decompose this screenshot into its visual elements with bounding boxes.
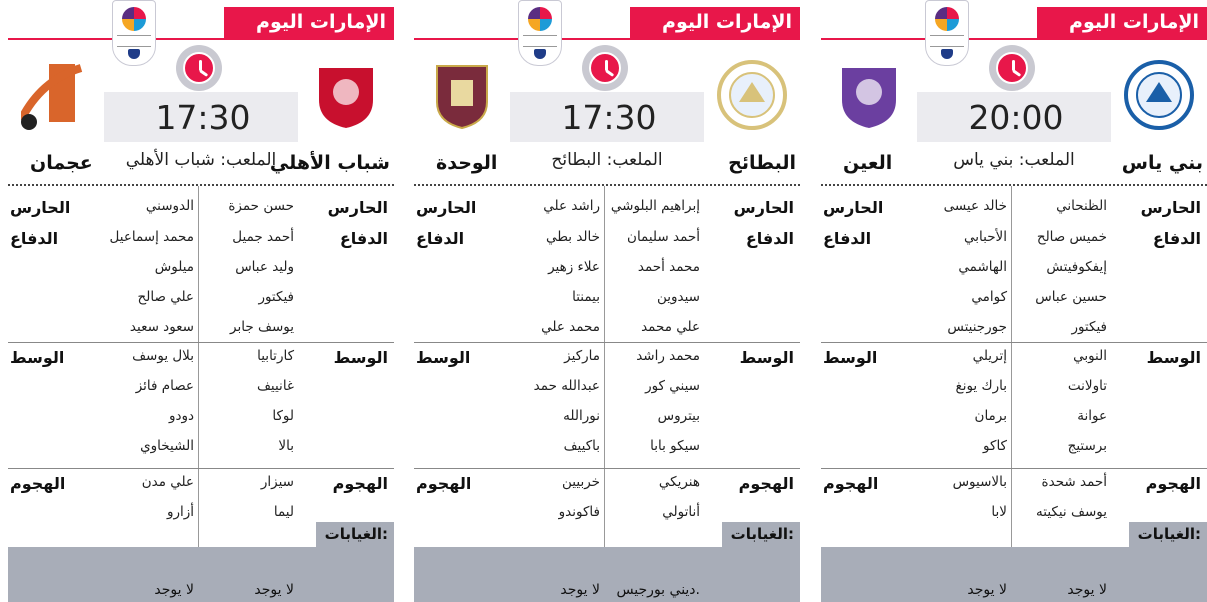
section-divider (8, 342, 394, 343)
absences-label: الغيابات: (1129, 522, 1207, 547)
player-name: الهاشمي (958, 259, 1007, 275)
brand-header: الإمارات اليوم (224, 7, 394, 38)
away-fwd-list (108, 467, 194, 527)
player-name: برستيج (1067, 438, 1107, 454)
section-label-fwd-away: الهجوم (823, 474, 879, 493)
away-absences: لا يوجد (154, 582, 194, 598)
away-def-list (921, 222, 1007, 342)
player-name: دودو (168, 408, 194, 424)
column-divider (1011, 186, 1012, 602)
player-name: ماركيز (564, 348, 600, 364)
player-name: نورالله (563, 408, 600, 424)
player-name: خربيين (562, 474, 600, 490)
section-divider (414, 342, 800, 343)
absences-box (414, 547, 800, 602)
league-logo-icon (112, 0, 156, 66)
league-logo-icon (925, 0, 969, 66)
home-gk-list (1017, 191, 1107, 221)
player-name: عصام فائز (135, 378, 194, 394)
player-name: أحمد سليمان (627, 229, 700, 245)
absences-label: الغيابات: (722, 522, 800, 547)
section-label-gk-home: الحارس (327, 198, 388, 217)
section-label-mid-away: الوسط (416, 348, 471, 367)
section-label-def-away: الدفاع (416, 229, 465, 248)
home-fwd-list (610, 467, 700, 527)
section-label-def-away: الدفاع (823, 229, 872, 248)
section-label-mid-home: الوسط (1146, 348, 1201, 367)
absences-box (8, 547, 394, 602)
player-name: أناتولي (662, 504, 700, 520)
section-label-def-home: الدفاع (339, 229, 388, 248)
player-name: محمد راشد (636, 348, 700, 364)
dotted-divider (821, 184, 1207, 186)
brand-divider (821, 38, 1207, 40)
player-name: خالد عيسى (943, 198, 1007, 214)
away-team-logo-icon (414, 50, 510, 142)
away-def-list (514, 222, 600, 342)
home-absences: ديني بورجيس. (616, 582, 700, 598)
home-fwd-list (204, 467, 294, 527)
player-name: بيتروس (657, 408, 700, 424)
player-name: محمد علي (541, 319, 600, 335)
home-team-logo-icon (704, 50, 800, 142)
home-team-name: البطائح (728, 152, 796, 174)
player-name: يوسف نيكيته (1036, 504, 1107, 520)
player-name: الشيخاوي (140, 438, 194, 454)
section-label-fwd-home: الهجوم (738, 474, 794, 493)
player-name: باكييف (563, 438, 600, 454)
player-name: لوكا (272, 408, 294, 424)
player-name: سعود سعيد (129, 319, 194, 335)
team-names-row (8, 148, 394, 182)
venue-label: الملعب: بني ياس (953, 150, 1075, 170)
away-mid-list (514, 341, 600, 461)
player-name: خالد بطي (545, 229, 600, 245)
away-fwd-list (514, 467, 600, 527)
home-team-logo-icon (1111, 50, 1207, 142)
away-team-logo-icon (8, 50, 104, 142)
venue-label: الملعب: البطائح (551, 150, 663, 170)
section-divider (8, 468, 394, 469)
player-name: سيكو بابا (650, 438, 700, 454)
home-def-list (204, 222, 294, 342)
section-divider (414, 468, 800, 469)
away-team-logo-icon (821, 50, 917, 142)
absences-box (821, 547, 1207, 602)
kickoff-time: 17:30 (155, 98, 251, 137)
home-absences: لا يوجد (254, 582, 294, 598)
player-name: تاولانت (1067, 378, 1107, 394)
away-team-name: عجمان (30, 152, 93, 174)
player-name: عبدالله حمد (533, 378, 600, 394)
section-label-mid-home: الوسط (739, 348, 794, 367)
home-absences: لا يوجد (1067, 582, 1107, 598)
match-card (821, 0, 1207, 602)
section-label-gk-home: الحارس (1140, 198, 1201, 217)
player-name: حسن حمزة (228, 198, 294, 214)
section-divider (821, 468, 1207, 469)
player-name: حسين عباس (1035, 289, 1107, 305)
player-name: الأحبابي (964, 229, 1007, 245)
player-name: لابا (991, 504, 1007, 520)
player-name: فيكتور (258, 289, 294, 305)
section-divider (821, 342, 1207, 343)
home-mid-list (204, 341, 294, 461)
home-team-name: بني ياس (1121, 152, 1203, 174)
section-label-gk-home: الحارس (733, 198, 794, 217)
column-divider (604, 186, 605, 602)
away-gk-list (108, 191, 194, 221)
clock-icon (176, 45, 222, 91)
player-name: جورجنيتس (947, 319, 1007, 335)
player-name: علي صالح (137, 289, 194, 305)
player-name: فاكوندو (558, 504, 600, 520)
player-name: علي مدن (141, 474, 194, 490)
player-name: علاء زهير (548, 259, 600, 275)
player-name: كارتابيا (257, 348, 294, 364)
match-card (414, 0, 800, 602)
clock-icon (989, 45, 1035, 91)
away-gk-list (921, 191, 1007, 221)
player-name: ميلوش (154, 259, 194, 275)
away-def-list (108, 222, 194, 342)
player-name: الظنحاني (1056, 198, 1107, 214)
section-label-gk-away: الحارس (10, 198, 71, 217)
player-name: فيكتور (1071, 319, 1107, 335)
player-name: يوسف جابر (230, 319, 294, 335)
brand-divider (414, 38, 800, 40)
player-name: علي محمد (641, 319, 700, 335)
section-label-gk-away: الحارس (823, 198, 884, 217)
section-label-gk-away: الحارس (416, 198, 477, 217)
home-def-list (1017, 222, 1107, 342)
player-name: هنريكي (658, 474, 700, 490)
clock-icon (582, 45, 628, 91)
away-fwd-list (921, 467, 1007, 527)
home-team-name: شباب الأهلي (269, 152, 390, 174)
player-name: إيفكوفيتش (1046, 259, 1107, 275)
section-label-fwd-home: الهجوم (332, 474, 388, 493)
player-name: كوامي (971, 289, 1007, 305)
player-name: خميس صالح (1036, 229, 1107, 245)
home-def-list (610, 222, 700, 342)
away-team-name: الوحدة (436, 152, 498, 174)
player-name: بلال يوسف (132, 348, 194, 364)
player-name: أحمد شحدة (1041, 474, 1107, 490)
player-name: كاكو (983, 438, 1007, 454)
section-label-mid-away: الوسط (10, 348, 65, 367)
player-name: أزارو (166, 504, 194, 520)
player-name: الدوسني (145, 198, 194, 214)
away-team-name: العين (843, 152, 893, 174)
player-name: ليما (273, 504, 294, 520)
player-name: النوبي (1073, 348, 1107, 364)
home-mid-list (610, 341, 700, 461)
player-name: راشد علي (543, 198, 600, 214)
absences-label: الغيابات: (316, 522, 394, 547)
brand-header: الإمارات اليوم (630, 7, 800, 38)
player-name: بيمنتا (572, 289, 600, 305)
section-label-fwd-away: الهجوم (10, 474, 66, 493)
section-label-mid-away: الوسط (823, 348, 878, 367)
player-name: محمد إسماعيل (109, 229, 194, 245)
brand-header: الإمارات اليوم (1037, 7, 1207, 38)
dotted-divider (8, 184, 394, 186)
player-name: إتريلي (972, 348, 1007, 364)
home-fwd-list (1017, 467, 1107, 527)
away-absences: لا يوجد (967, 582, 1007, 598)
kickoff-time: 20:00 (968, 98, 1064, 137)
dotted-divider (414, 184, 800, 186)
team-names-row (821, 148, 1207, 182)
section-label-fwd-home: الهجوم (1145, 474, 1201, 493)
player-name: برمان (974, 408, 1007, 424)
player-name: أحمد جميل (232, 229, 294, 245)
player-name: إبراهيم البلوشي (610, 198, 700, 214)
player-name: عوانة (1077, 408, 1107, 424)
player-name: محمد أحمد (637, 259, 700, 275)
away-absences: لا يوجد (560, 582, 600, 598)
player-name: بالا (278, 438, 294, 454)
player-name: سيدوين (656, 289, 700, 305)
away-mid-list (108, 341, 194, 461)
column-divider (198, 186, 199, 602)
player-name: وليد عباس (235, 259, 294, 275)
away-mid-list (921, 341, 1007, 461)
home-team-logo-icon (298, 50, 394, 142)
kickoff-time: 17:30 (561, 98, 657, 137)
away-gk-list (514, 191, 600, 221)
player-name: غانييف (256, 378, 294, 394)
brand-divider (8, 38, 394, 40)
home-mid-list (1017, 341, 1107, 461)
player-name: سيزار (260, 474, 294, 490)
team-names-row (414, 148, 800, 182)
section-label-def-home: الدفاع (745, 229, 794, 248)
section-label-def-away: الدفاع (10, 229, 59, 248)
player-name: سيني كور (645, 378, 700, 394)
match-card (8, 0, 394, 602)
section-label-def-home: الدفاع (1152, 229, 1201, 248)
section-label-fwd-away: الهجوم (416, 474, 472, 493)
player-name: بارك يونغ (955, 378, 1007, 394)
league-logo-icon (518, 0, 562, 66)
venue-label: الملعب: شباب الأهلي (125, 150, 277, 170)
home-gk-list (204, 191, 294, 221)
player-name: بالاسيوس (952, 474, 1007, 490)
section-label-mid-home: الوسط (333, 348, 388, 367)
home-gk-list (610, 191, 700, 221)
